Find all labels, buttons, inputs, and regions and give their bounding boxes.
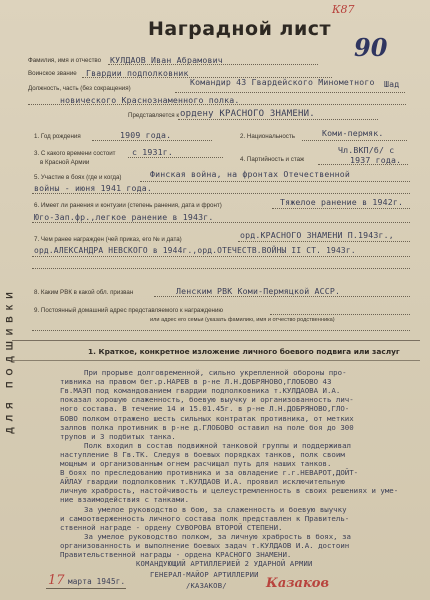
narrative-line: При прорыве долговременной, сильно укрепленной обороны про- (84, 368, 347, 377)
rank-label: Воинское звание (28, 70, 77, 77)
narrative-line: тивника на правом бег.р.НАРЕВ в р-не Л.Н.ДОБРЯНОВО,ГЛОБОВО 43 (60, 377, 332, 387)
party-value-a: Чл.ВКП/б/ с (338, 145, 395, 155)
battles-value-2: войны - июня 1941 года. (34, 183, 152, 193)
service-since-label-b: в Красной Армии (40, 159, 90, 166)
address-label-b: или адрес его семьи (указать фамилию, имя и отчество родственника) (150, 317, 335, 323)
wounds-value-2: Юго-Зап.фр.,легкое ранение в 1943г. (34, 212, 214, 222)
post-value-2: новического Краснознаменного полка. (60, 95, 240, 105)
nationality-value: Коми-пермяк. (322, 128, 384, 138)
draft-office-label: 8. Каким РВК в какой обл. призван (34, 289, 134, 296)
narrative-line: ного состава. В течение 14 и 15.01.45г. в р-не Л.Н.ДОБРЯНОВО,ГЛО- (60, 404, 350, 414)
date-typed: марта 1945г. (68, 577, 126, 586)
prior-awards-value-2: орд.АЛЕКСАНДРА НЕВСКОГО в 1944г.,орд.ОТЕЧЕСТВ.ВОЙНЫ II СТ. 1943г. (34, 246, 356, 255)
narrative-line: АЙЛАУ гвардии подполковник т.КУЛДАОВ И.А. проявил исключительную (60, 477, 345, 487)
corner-note: К87 (332, 3, 355, 16)
service-since-value: с 1931г. (132, 147, 174, 157)
narrative-line: БОВО полком отражено шесть сильных контратак противника, от метких (60, 413, 354, 423)
document-title: Наградной лист (148, 18, 332, 40)
narrative-line: и самоотверженность личного состава полк представлен к Правитель- (60, 513, 350, 523)
service-since-label-a: 3. С какого времени состоит (34, 150, 116, 157)
birth-year-label: 1. Год рождения (34, 133, 81, 140)
wounds-value-1: Тяжелое ранение в 1942г. (280, 197, 404, 207)
draft-office-value: Ленским РВК Коми-Пермяцкой АССР. (176, 286, 341, 296)
post-label: Должность, часть (без сокращения) (28, 85, 131, 92)
narrative-line: залпов полка противник в р-не д.ГЛОБОВО оставил на поле боя до 300 (60, 422, 354, 432)
award-value: ордену КРАСНОГО ЗНАМЕНИ. (180, 109, 315, 119)
narrative-line: мощным и организованным огнем расчищал путь для наших танков. (60, 459, 332, 468)
commander-name: /КАЗАКОВ/ (186, 581, 227, 590)
rank-value: Гвардии подполковник (86, 68, 189, 78)
narrative-line: ственной награде - ордену СУВОРОВА ВТОРОЙ СТЕПЕНИ. (60, 522, 283, 532)
wounds-label: 6. Имеет ли ранения и контузии (степень ранения, дата и фронт) (34, 202, 222, 209)
handwritten-number: 90 (354, 33, 388, 62)
prior-awards-label: 7. Чем ранее награжден (чей приказ, его № и дата) (34, 236, 182, 243)
narrative-line: показал хорошую слаженность, боевую выучку и организованность лич- (60, 395, 354, 405)
narrative-line: Полк входил в состав подвижной танковой группы и поддерживал (84, 440, 351, 450)
narrative-line: В боях по преследованию противника и за овладение г.г.НЕВАРОТ,ДОЙТ- (60, 468, 359, 478)
nationality-label: 2. Национальность (240, 133, 295, 140)
narrative-line: Правительственной награды - ордена КРАСНОГО ЗНАМЕНИ. (60, 550, 292, 559)
birth-year-value: 1909 года. (120, 130, 172, 140)
narrative-line: наступление 8 Гв.ТК. Следуя в боевых порядках танков, полк своим (60, 449, 345, 459)
fio-value: КУЛДАОВ Иван Абрамович (110, 55, 223, 65)
award-label: Представляется к (128, 112, 180, 119)
prior-awards-value-1: орд.КРАСНОГО ЗНАМЕНИ П.1943г., (240, 230, 394, 240)
handwritten-signature: Казаков (266, 576, 329, 591)
section-heading: 1. Краткое, конкретное изложение личного боевого подвига или заслуг (88, 347, 400, 356)
narrative-line: организованность и выполнение боевых задач т.КУЛДАОВ И.А. достоин (60, 540, 350, 550)
post-value-1: Командир 43 Гвардейского Минометного (190, 77, 375, 87)
address-label: 9. Постоянный домашний адрес представляемого к награждению (34, 307, 224, 314)
battles-value-1: Финская война, на фронтах Отечественной (150, 169, 351, 179)
narrative-line: ние взаимодействия с танками. (60, 495, 190, 505)
narrative-line: Гв.МАЭП под командованием гвардии подполковника т.КУЛДАОВА И.А. (60, 386, 341, 396)
party-label: 4. Партийность и стаж (240, 156, 305, 163)
narrative-line: За умелое руководство в бою, за слаженность и боевую выучку (84, 504, 347, 514)
post-value-1b: Шад (384, 79, 400, 89)
narrative-line: За умелое руководство полком, за личную храбрость в боях, за (84, 531, 351, 541)
battles-label: 5. Участие в боях (где и когда) (34, 174, 122, 181)
commander-title: КОМАНДУЮЩИЙ АРТИЛЛЕРИЕЙ 2 УДАРНОЙ АРМИИ (136, 559, 313, 568)
binding-margin-text: ДЛЯ ПОДШИВКИ (5, 286, 15, 434)
narrative-line: трупов и 3 подбитых танка. (60, 431, 176, 441)
narrative-line: личную храбрость, настойчивость и целеустремленность в своих решениях и уме- (60, 486, 399, 496)
commander-rank: ГЕНЕРАЛ-МАЙОР АРТИЛЛЕРИИ (150, 570, 259, 579)
fio-label: Фамилия, имя и отчество (28, 57, 102, 64)
party-value-b: 1937 года. (350, 155, 402, 165)
date-handwritten: 17 (48, 573, 65, 588)
